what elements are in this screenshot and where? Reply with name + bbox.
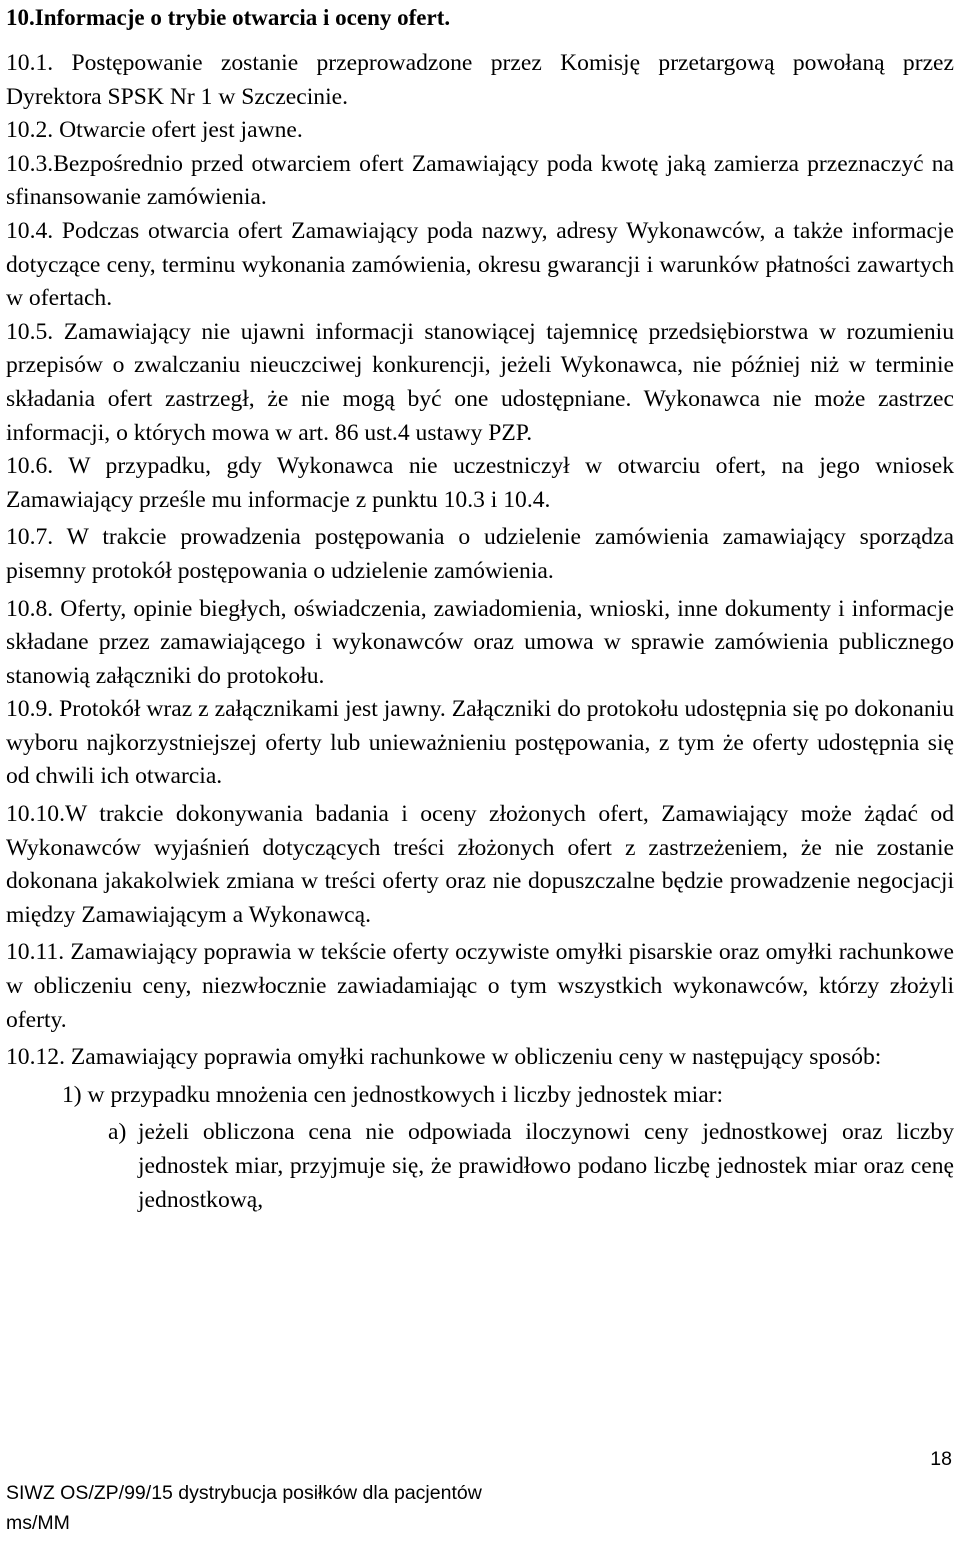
paragraph-10-12: 10.12. Zamawiający poprawia omyłki rachunkowe w obliczeniu ceny w następujący sposób: <box>6 1044 882 1071</box>
paragraph-10-9: 10.9. Protokół wraz z załącznikami jest jawny. Załączniki do protokołu udostępnia się po dokonaniu wyboru najkorzystniejszej oferty lub unieważnieniu postępowania, z tym że oferty udostępnia się od chwili ich otwarcia. <box>6 696 954 790</box>
paragraph-10-11: 10.11. Zamawiający poprawia w tekście oferty oczywiste omyłki pisarskie oraz omyłki rachunkowe w obliczeniu ceny, niezwłocznie zawiadamiając o tym wszystkich wykonawców, którzy złożyli oferty. <box>6 939 954 1033</box>
list-item-a <box>108 1116 954 1217</box>
list-item-1: 1) w przypadku mnożenia cen jednostkowych i liczby jednostek miar: <box>62 1081 724 1108</box>
document-page <box>6 0 954 1217</box>
paragraph-10-4: 10.4. Podczas otwarcia ofert Zamawiający poda nazwy, adresy Wykonawców, a także informacje dotyczące ceny, terminu wykonania zamówienia, okresu gwarancji i warunków płatności zawartych w ofertach. <box>6 217 954 312</box>
footer-line-1: SIWZ OS/ZP/99/15 dystrybucja posiłków dla pacjentów <box>6 1482 482 1504</box>
page-footer <box>6 1478 646 1538</box>
paragraph-10-7: 10.7. W trakcie prowadzenia postępowania o udzielenie zamówienia zamawiający sporządza pisemny protokół postępowania o udzielenie zamówienia. <box>6 524 954 584</box>
paragraph-10-1: 10.1. Postępowanie zostanie przeprowadzone przez Komisję przetargową powołaną przez Dyrektora SPSK Nr 1 w Szczecinie. <box>6 50 954 110</box>
paragraph-10-3: 10.3.Bezpośrednio przed otwarciem ofert Zamawiający poda kwotę jaką zamierza przeznaczyć na sfinansowanie zamówienia. <box>6 150 954 211</box>
paragraph-10-2: 10.2. Otwarcie ofert jest jawne. <box>6 117 303 144</box>
footer-line-2: ms/MM <box>6 1512 70 1534</box>
section-heading: 10.Informacje o trybie otwarcia i oceny ofert. <box>6 5 451 30</box>
paragraph-10-6: 10.6. W przypadku, gdy Wykonawca nie uczestniczył w otwarciu ofert, na jego wniosek Zamawiający prześle mu informacje z punktu 10.3 i 10.4. <box>6 453 954 513</box>
paragraph-10-8: 10.8. Oferty, opinie biegłych, oświadczenia, zawiadomienia, wnioski, inne dokumenty i informacje składane przez zamawiającego i wykonawców oraz umowa w sprawie zamówienia publicznego stanowią załączniki do protokołu. <box>6 595 954 689</box>
list-item-a-marker: a) <box>108 1119 127 1146</box>
list-item-a-text: jeżeli obliczona cena nie odpowiada iloczynowi ceny jednostkowej oraz liczby jednostek miar, przyjmuje się, że prawidłowo podano liczbę jednostek miar oraz cenę jednostkową, <box>138 1119 954 1213</box>
page-number: 18 <box>930 1448 952 1470</box>
paragraph-10-5: 10.5. Zamawiający nie ujawni informacji stanowiącej tajemnicę przedsiębiorstwa w rozumieniu przepisów o zwalczaniu nieuczciwej konkurencji, jeżeli Wykonawca, nie później niż w terminie składania ofert zastrzegł, że nie mogą być one udostępniane. Wykonawca nie może zastrzec informacji, o których mowa w art. 86 ust.4 ustawy PZP. <box>6 318 954 446</box>
paragraph-10-10: 10.10.W trakcie dokonywania badania i oceny złożonych ofert, Zamawiający może żądać od Wykonawców wyjaśnień dotyczących treści złożonych ofert z zastrzeżeniem, że nie zostanie dokonana jakakolwiek zmiana w treści oferty oraz nie dopuszczalne będzie prowadzenie negocjacji między Zamawiającym a Wykonawcą. <box>6 801 954 928</box>
